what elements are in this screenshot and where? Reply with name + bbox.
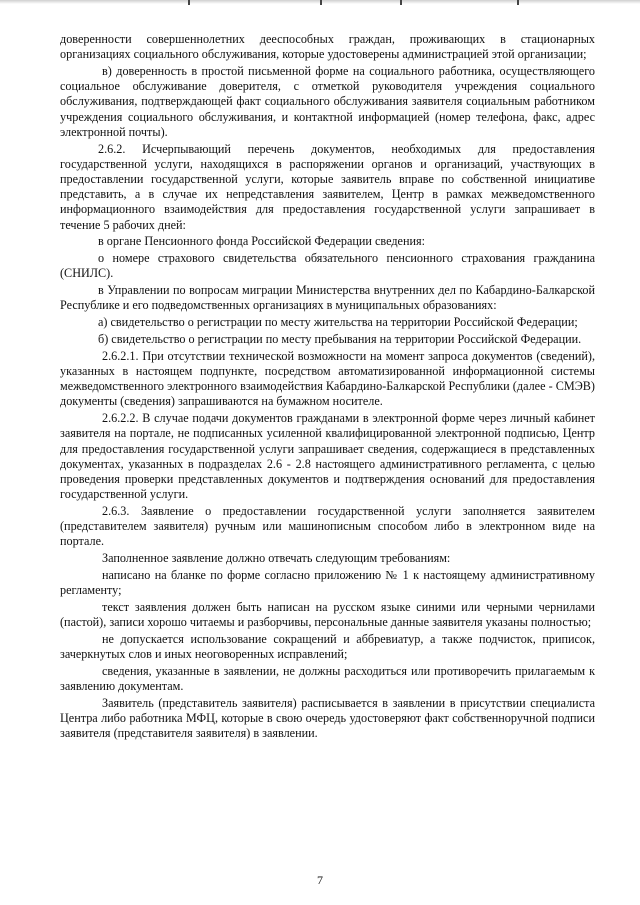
- scan-mark: [320, 0, 322, 5]
- page-number: 7: [317, 873, 323, 887]
- paragraph-requirement-language: текст заявления должен быть написан на русском языке синими или черными чернилами (пастой), записи хорошо читаемы и разборчивы, персональные данные заявителя указаны полностью;: [60, 600, 595, 630]
- paragraph-signature: Заявитель (представитель заявителя) расписывается в заявлении в присутствии специалиста Центра либо работника МФЦ, которые в свою очередь удостоверяют факт собственноручной подписи заявителя (представителя заявителя) в заявлении.: [60, 696, 595, 741]
- document-body: [60, 32, 595, 743]
- paragraph-pension-fund: в органе Пенсионного фонда Российской Федерации сведения:: [98, 234, 425, 249]
- paragraph-migration-office: в Управлении по вопросам миграции Министерства внутренних дел по Кабардино-Балкарской Республике и его подведомственных организациях в муниципальных образованиях:: [60, 283, 595, 313]
- paragraph-snils: о номере страхового свидетельства обязательного пенсионного страхования гражданина (СНИЛС).: [60, 251, 595, 281]
- paragraph-2-6-2-1: 2.6.2.1. При отсутствии технической возможности на момент запроса документов (сведений), указанных в настоящем подпункте, посредством автоматизированной информационной системы межведомственного электронного взаимодействия Кабардино-Балкарской Республики (далее - СМЭВ) документы (сведения) запрашиваются на бумажном носителе.: [60, 348, 595, 409]
- paragraph-requirements-intro: Заполненное заявление должно отвечать следующим требованиям:: [102, 551, 451, 566]
- scan-mark: [517, 0, 519, 5]
- paragraph-2-6-2-2: 2.6.2.2. В случае подачи документов гражданами в электронной форме через личный кабинет заявителя на портале, не подписанных усиленной квалифицированной электронной подписью, Центр для предоставления государственной услуги запрашивает сведения, содержащиеся в представленных документах, указанных в подразделах 2.6 - 2.8 настоящего административного регламента, с целью проведения проверки представленных документов и подтверждения оснований для предоставления государственной услуги.: [60, 411, 595, 502]
- paragraph-requirement-form: написано на бланке по форме согласно приложению № 1 к настоящему административному регламенту;: [60, 568, 595, 598]
- paragraph-requirement-consistency: сведения, указанные в заявлении, не должны расходиться или противоречить прилагаемым к заявлению документам.: [60, 664, 595, 694]
- paragraph-2-6-2: 2.6.2. Исчерпывающий перечень документов, необходимых для предоставления государственной услуги, находящихся в распоряжении органов и организаций, участвующих в предоставлении государственной услуги, которые заявитель вправе по собственной инициативе представить, а в случае их непредставления заявителем, Центр в рамках межведомственного информационного взаимодействия для предоставления государственной услуги запрашивает в течение 5 рабочих дней:: [60, 141, 595, 232]
- scan-mark: [188, 0, 190, 5]
- scan-mark: [400, 0, 402, 5]
- paragraph-poa-residents: доверенности совершеннолетних дееспособных граждан, проживающих в стационарных организациях социального обслуживания, которые удостоверены администрацией этой организации;: [60, 32, 595, 62]
- paragraph-residence-registration: а) свидетельство о регистрации по месту жительства на территории Российской Федерации;: [98, 315, 578, 330]
- paragraph-poa-social-worker: в) доверенность в простой письменной форме на социального работника, осуществляющего социальное обслуживание доверителя, с отметкой руководителя учреждения социального обслуживания, подтверждающей факт социального обслуживания заявителя социальным работником учреждения социального обслуживания, и контактной информацией (номер телефона, факс, адрес электронной почты).: [60, 64, 595, 139]
- paragraph-2-6-3: 2.6.3. Заявление о предоставлении государственной услуги заполняется заявителем (представителем заявителя) ручным или машинописным способом либо в электронном виде на портале.: [60, 504, 595, 549]
- paragraph-stay-registration: б) свидетельство о регистрации по месту пребывания на территории Российской Федерации.: [98, 332, 582, 347]
- paragraph-requirement-no-abbreviations: не допускается использование сокращений и аббревиатур, а также подчисток, приписок, зачеркнутых слов и иных неоговоренных исправлений;: [60, 632, 595, 662]
